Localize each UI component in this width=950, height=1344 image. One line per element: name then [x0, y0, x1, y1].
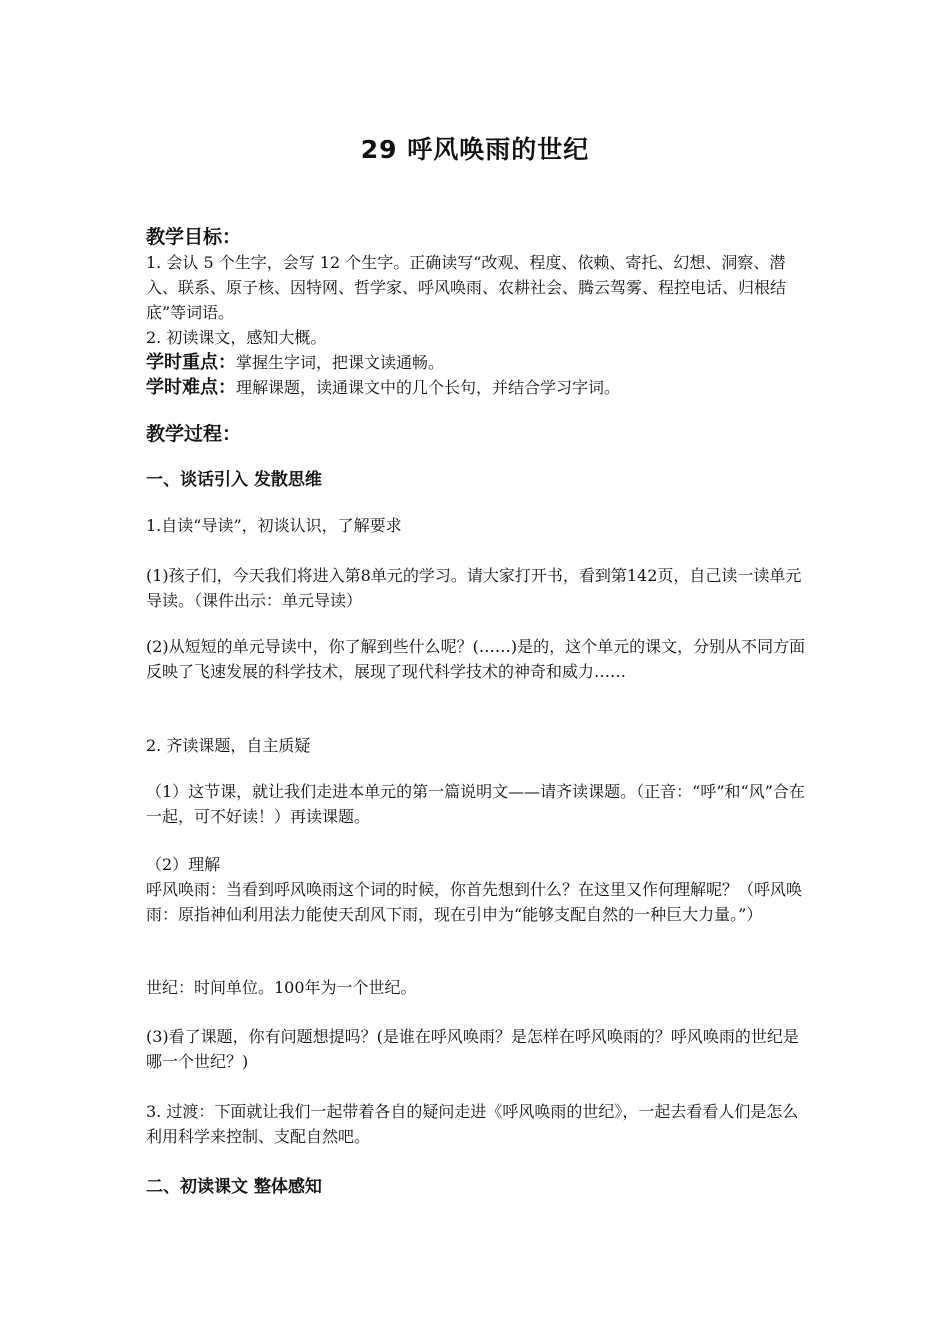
- paragraph-block: [146, 733, 811, 758]
- paragraph-block: [146, 852, 811, 927]
- objective-item-2: 2. 初读课文，感知大概。: [146, 328, 327, 347]
- paragraph-block: [146, 634, 811, 684]
- paragraph-5: （1）这节课，就让我们走进本单元的第一篇说明文——请齐读课题。（正音：“呼”和“风”合在一起，可不好读！）再读课题。: [146, 782, 805, 826]
- paragraph-6b: 呼风唤雨：当看到呼风唤雨这个词的时候，你首先想到什么？在这里又作何理解呢？（呼风唤雨：原指神仙利用法力能使天刮风下雨，现在引申为“能够支配自然的一种巨大力量。”）: [146, 880, 803, 924]
- paragraph-1: 1.自读“导读”，初谈认识，了解要求: [146, 516, 402, 535]
- paragraph-6a: （2）理解: [146, 855, 221, 874]
- difficulty-text: 理解课题，读通课文中的几个长句，并结合学习字词。: [236, 378, 621, 397]
- paragraph-4: 2. 齐读课题，自主质疑: [146, 736, 311, 755]
- key-point-text: 掌握生字词，把课文读通畅。: [236, 353, 445, 372]
- objectives-section: [146, 224, 811, 400]
- process-heading-block: [146, 421, 811, 447]
- paragraph-3: (2)从短短的单元导读中，你了解到些什么呢？(……)是的，这个单元的课文，分别从不同方面反映了飞速发展的科学技术，展现了现代科学技术的神奇和威力……: [146, 637, 806, 681]
- paragraph-7: 世纪：时间单位。100年为一个世纪。: [146, 978, 417, 997]
- difficulty-label: 学时难点：: [146, 377, 236, 398]
- objective-item-1: 1. 会认 5 个生字，会写 12 个生字。正确读写“改观、程度、依赖、寄托、幻想、洞察、潜入、联系、原子核、因特网、哲学家、呼风唤雨、农耕社会、腾云驾雾、程控电话、归根结底”等词语。: [146, 253, 787, 322]
- section2-heading: 二、初读课文 整体感知: [146, 1177, 322, 1197]
- process-heading: 教学过程：: [146, 423, 242, 445]
- key-point-line: [146, 350, 811, 375]
- paragraph-block: [146, 1024, 811, 1074]
- paragraph-block: [146, 513, 811, 538]
- section2-heading-block: [146, 1175, 811, 1199]
- paragraph-block: [146, 563, 811, 613]
- paragraph-block: [146, 779, 811, 829]
- paragraph-2: (1)孩子们，今天我们将进入第8单元的学习。请大家打开书，看到第142页，自己读一读单元导读。（课件出示：单元导读）: [146, 566, 802, 610]
- difficulty-line: [146, 375, 811, 400]
- objectives-heading: 教学目标：: [146, 226, 242, 248]
- paragraph-block: [146, 1099, 811, 1149]
- page-title: 29 呼风唤雨的世纪: [360, 135, 590, 164]
- section1-heading-block: [146, 468, 811, 492]
- section1-heading: 一、谈话引入 发散思维: [146, 470, 322, 490]
- paragraph-9: 3. 过渡：下面就让我们一起带着各自的疑问走进《呼风唤雨的世纪》，一起去看看人们是怎么利用科学来控制、支配自然吧。: [146, 1102, 799, 1146]
- key-point-label: 学时重点：: [146, 352, 236, 373]
- paragraph-block: [146, 975, 811, 1000]
- paragraph-8: (3)看了课题，你有问题想提吗？(是谁在呼风唤雨？是怎样在呼风唤雨的？呼风唤雨的世纪是哪一个世纪？): [146, 1027, 799, 1071]
